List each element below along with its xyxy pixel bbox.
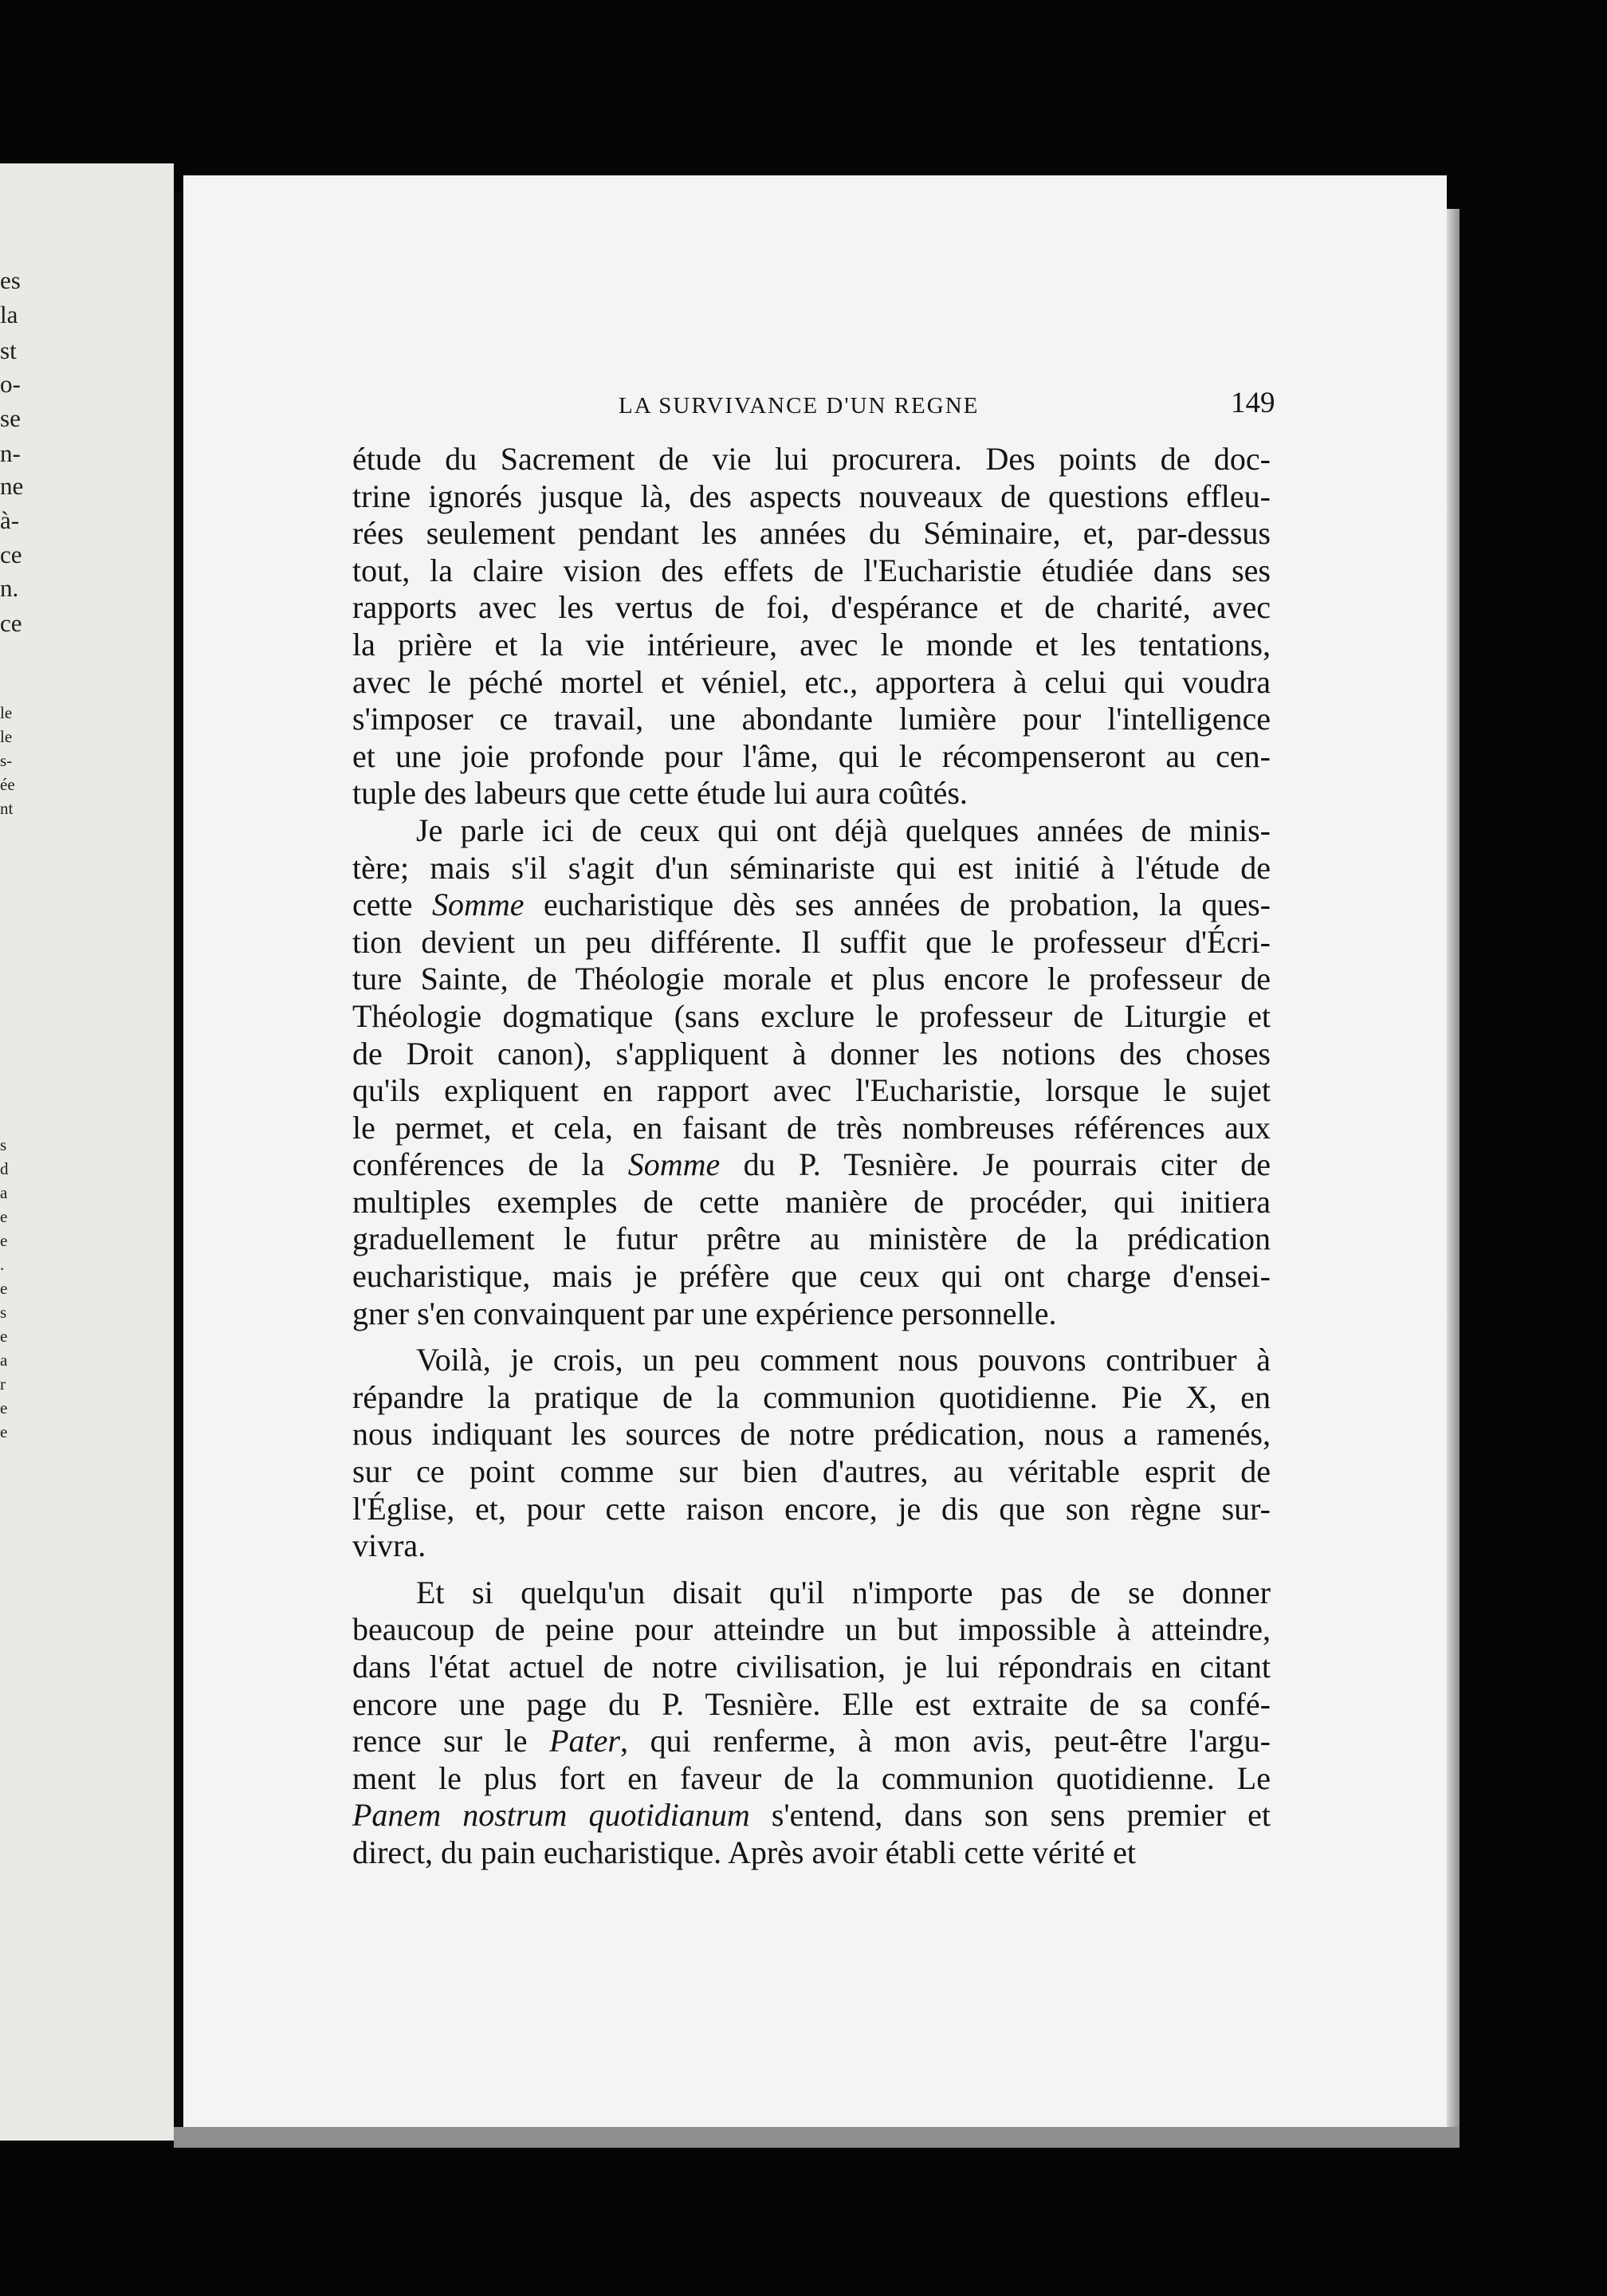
facing-page-fragment: a [0,1183,8,1202]
book-gutter [174,191,183,2149]
facing-page-fragment: e [0,1422,8,1441]
text-run: rence sur le [352,1723,550,1759]
text-line [352,887,1271,924]
text-run: tère; mais s'il s'agit d'un séminariste qui est initié à l'étude de [352,849,1271,886]
text-run: cette [352,887,432,923]
text-run: de Droit canon), s'appliquent à donner les notions des choses [352,1035,1271,1071]
paragraph [352,1575,1271,1872]
facing-page-fragment: le [0,703,13,722]
text-line [352,1491,1271,1528]
facing-page-fragment: ne [0,472,24,500]
text-run: étude du Sacrement de vie lui procurera. Des points de doc- [352,441,1271,477]
text-run: rapports avec les vertus de foi, d'espérance et de charité, avec [352,589,1271,626]
text-run: nous indiquant les sources de notre prédication, nous a ramenés, [352,1416,1271,1453]
text-run: la prière et la vie intérieure, avec le monde et les tentations, [352,626,1271,662]
facing-page-fragment: . [0,1255,5,1274]
text-run: avec le péché mortel et véniel, etc., apportera à celui qui voudra [352,663,1271,700]
facing-page-fragment: n- [0,439,21,467]
text-run: qu'ils expliquent en rapport avec l'Eucharistie, lorsque le sujet [352,1072,1271,1109]
text-line [352,1611,1271,1649]
italic-text: Pater [549,1723,620,1759]
text-line [352,515,1271,552]
facing-page-fragment: a [0,1350,8,1370]
text-line [352,1575,1271,1612]
text-line [352,1342,1271,1379]
facing-page-edge [0,163,174,2141]
text-line [352,627,1271,664]
text-line [352,701,1271,738]
text-run: et une joie profonde pour l'âme, qui le récompenseront au cen- [352,737,1271,774]
text-run: rées seulement pendant les années du Séminaire, et, par-dessus [352,515,1271,552]
text-run: l'Église, et, pour cette raison encore, je dis que son règne sur- [352,1490,1271,1527]
text-line [352,812,1271,850]
facing-page-fragment: n. [0,574,19,602]
text-run: s'entend, dans son sens premier et [749,1797,1271,1834]
text-run: trine ignorés jusque là, des aspects nouveaux de questions effleu- [352,478,1271,514]
text-run: Théologie dogmatique (sans exclure le professeur de Liturgie et [352,997,1271,1034]
text-line [352,1036,1271,1073]
text-line [352,552,1271,590]
facing-page-fragment: le [0,727,13,746]
text-line [352,1649,1271,1686]
text-line [352,1295,1271,1333]
text-line [352,664,1271,702]
italic-text: Somme [627,1146,721,1183]
page-bottom-edge [174,2127,1460,2148]
text-run: le permet, et cela, en faisant de très nombreuses références aux [352,1109,1271,1146]
facing-page-fragment: e [0,1398,8,1417]
paragraph [352,441,1271,812]
page-number: 149 [1231,387,1275,419]
facing-page-fragment: nt [0,799,14,818]
text-run: multiples exemples de cette manière de procéder, qui initiera [352,1183,1271,1220]
text-run: Je parle ici de ceux qui ont déjà quelques années de minis- [416,812,1271,848]
facing-page-fragment: ce [0,609,22,637]
text-line [352,478,1271,516]
text-run: encore une page du P. Tesnière. Elle est extraite de sa confé- [352,1685,1271,1722]
text-run: dans l'état actuel de notre civilisation, je lui répondrais en citant [352,1649,1271,1685]
text-line [352,1723,1271,1760]
facing-page-fragment: s [0,1135,7,1154]
italic-text: Somme [431,887,525,923]
text-run: Voilà, je crois, un peu comment nous pouvons contribuer à [416,1342,1271,1378]
facing-page-fragment: se [0,404,21,432]
facing-page-fragment: s- [0,751,13,770]
facing-page-fragment: ce [0,541,22,568]
paragraph [352,1342,1271,1565]
text-run: beaucoup de peine pour atteindre un but impossible à atteindre, [352,1611,1271,1648]
text-line [352,1072,1271,1110]
text-run: tuple des labeurs que cette étude lui aura coûtés. [352,775,968,812]
text-line [352,850,1271,887]
text-line [352,1797,1271,1834]
text-run: graduellement le futur prêtre au ministère de la prédication [352,1221,1271,1257]
text-run: eucharistique, mais je préfère que ceux qui ont charge d'ensei- [352,1258,1271,1295]
text-run: répandre la pratique de la communion quotidienne. Pie X, en [352,1378,1271,1415]
facing-page-fragment: st [0,336,17,364]
text-line [352,1760,1271,1798]
text-run: sur ce point comme sur bien d'autres, au véritable esprit de [352,1453,1271,1490]
facing-page-fragment: ée [0,775,15,794]
facing-page-fragment: o- [0,370,21,398]
text-line [352,738,1271,776]
text-line [352,1453,1271,1491]
facing-page-fragment: e [0,1231,8,1250]
text-run: tion devient un peu différente. Il suffit que le professeur d'Écri- [352,923,1271,960]
text-run: vivra. [352,1527,426,1564]
facing-page-fragment: e [0,1327,8,1346]
page-edge-shadow [1447,209,1460,2138]
facing-page-fragment: à- [0,506,20,534]
text-run: ture Sainte, de Théologie morale et plus encore le professeur de [352,961,1271,997]
text-line [352,1834,1271,1872]
text-line [352,1379,1271,1417]
text-line [352,1686,1271,1724]
running-header: LA SURVIVANCE D'UN REGNE [619,393,980,419]
text-line [352,1527,1271,1565]
text-run: eucharistique dès ses années de probation, la ques- [524,887,1271,923]
facing-page-fragment: es [0,266,21,294]
text-run: s'imposer ce travail, une abondante lumière pour l'intelligence [352,701,1271,737]
text-line [352,589,1271,627]
text-line [352,441,1271,478]
facing-page-fragment: e [0,1279,8,1298]
text-line [352,961,1271,998]
text-run: direct, du pain eucharistique. Après avoir établi cette vérité et [352,1834,1136,1870]
body-text [352,441,1271,1872]
text-run: conférences de la [352,1146,628,1183]
italic-text: Panem nostrum quotidianum [352,1797,750,1834]
text-line [352,1221,1271,1258]
facing-page-fragment: r [0,1374,6,1394]
text-line [352,1258,1271,1295]
text-line [352,775,1271,812]
paragraph [352,812,1271,1332]
paragraph-gap [352,1332,1271,1342]
text-line [352,998,1271,1036]
text-line [352,924,1271,961]
facing-page-fragment: e [0,1207,8,1226]
text-line [352,1184,1271,1221]
text-run: , qui renferme, à mon avis, peut-être l'argu- [619,1723,1271,1759]
text-line [352,1416,1271,1453]
facing-page-fragment: s [0,1303,7,1322]
facing-page-fragment: la [0,301,18,328]
text-line [352,1146,1271,1184]
text-run: du P. Tesnière. Je pourrais citer de [720,1146,1271,1183]
text-run: gner s'en convainquent par une expérience personnelle. [352,1295,1057,1331]
text-run: tout, la claire vision des effets de l'Eucharistie étudiée dans ses [352,552,1271,588]
facing-page-fragment: d [0,1159,9,1178]
text-run: Et si quelqu'un disait qu'il n'importe pas de se donner [416,1574,1271,1610]
text-run: ment le plus fort en faveur de la communion quotidienne. Le [352,1759,1271,1796]
paragraph-gap [352,1565,1271,1575]
text-line [352,1110,1271,1147]
